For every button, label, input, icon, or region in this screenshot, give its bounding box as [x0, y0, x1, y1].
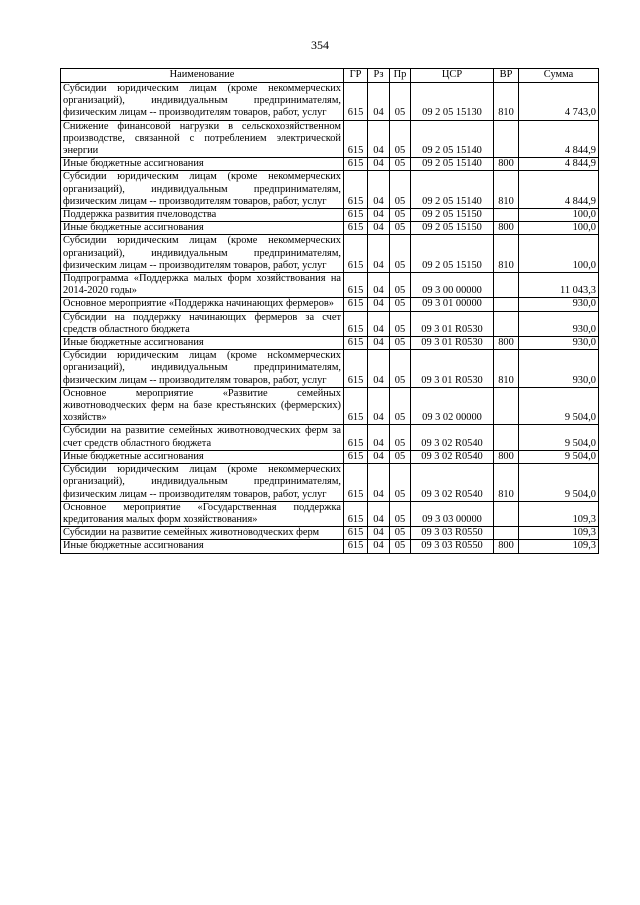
row-gr-cell: 615 [344, 209, 368, 222]
row-vr-cell [494, 209, 519, 222]
row-sum-cell: 4 844,9 [519, 158, 599, 171]
row-gr-cell: 615 [344, 337, 368, 350]
row-name-cell: Субсидии юридическим лицам (кроме нсkоммерческих организаций), индивидуальным предпринимателям, физическим лицам -- производителям товаров, работ, услуг [61, 350, 344, 388]
row-pr-cell: 05 [390, 311, 411, 336]
table-row [61, 235, 599, 273]
row-sum-cell: 9 504,0 [519, 387, 599, 425]
row-csr-cell: 09 3 01 R0530 [411, 311, 494, 336]
row-rz-cell: 04 [368, 350, 390, 388]
row-rz-cell: 04 [368, 83, 390, 121]
row-csr-cell: 09 3 01 00000 [411, 298, 494, 311]
table-row [61, 171, 599, 209]
row-gr-cell: 615 [344, 235, 368, 273]
row-pr-cell: 05 [390, 171, 411, 209]
row-pr-cell: 05 [390, 273, 411, 298]
row-csr-cell: 09 3 00 00000 [411, 273, 494, 298]
row-name-cell: Иные бюджетные ассигнования [61, 158, 344, 171]
row-pr-cell: 05 [390, 222, 411, 235]
row-rz-cell: 04 [368, 209, 390, 222]
row-name-cell: Основное мероприятие «Развитие семейных животноводческих ферм на базе крестьянских (фермерских) хозяйств» [61, 387, 344, 425]
row-sum-cell: 9 504,0 [519, 425, 599, 450]
table-row [61, 311, 599, 336]
row-sum-cell: 4 743,0 [519, 83, 599, 121]
row-vr-cell [494, 527, 519, 540]
row-sum-cell: 930,0 [519, 311, 599, 336]
row-csr-cell: 09 2 05 15130 [411, 83, 494, 121]
row-gr-cell: 615 [344, 298, 368, 311]
row-sum-cell: 11 043,3 [519, 273, 599, 298]
row-pr-cell: 05 [390, 464, 411, 502]
table-row [61, 158, 599, 171]
row-vr-cell [494, 387, 519, 425]
header-sum: Сумма [519, 69, 599, 83]
row-vr-cell: 800 [494, 158, 519, 171]
row-sum-cell: 109,3 [519, 527, 599, 540]
row-gr-cell: 615 [344, 83, 368, 121]
table-row [61, 222, 599, 235]
budget-table [60, 68, 599, 554]
row-csr-cell: 09 3 03 R0550 [411, 527, 494, 540]
row-pr-cell: 05 [390, 298, 411, 311]
row-rz-cell: 04 [368, 464, 390, 502]
row-vr-cell: 800 [494, 540, 519, 553]
row-name-cell: Иные бюджетные ассигнования [61, 222, 344, 235]
row-csr-cell: 09 3 02 R0540 [411, 464, 494, 502]
row-gr-cell: 615 [344, 273, 368, 298]
row-vr-cell: 800 [494, 450, 519, 463]
row-csr-cell: 09 2 05 15140 [411, 158, 494, 171]
row-name-cell: Подпрограмма «Поддержка малых форм хозяйствования на 2014-2020 годы» [61, 273, 344, 298]
row-gr-cell: 615 [344, 425, 368, 450]
page-number: 354 [311, 38, 329, 52]
row-sum-cell: 100,0 [519, 209, 599, 222]
row-rz-cell: 04 [368, 337, 390, 350]
row-vr-cell [494, 501, 519, 526]
row-pr-cell: 05 [390, 350, 411, 388]
table-row [61, 120, 599, 158]
row-name-cell: Иные бюджетные ассигнования [61, 337, 344, 350]
row-sum-cell: 930,0 [519, 350, 599, 388]
row-vr-cell [494, 298, 519, 311]
row-pr-cell: 05 [390, 235, 411, 273]
row-gr-cell: 615 [344, 387, 368, 425]
row-sum-cell: 100,0 [519, 235, 599, 273]
row-sum-cell: 9 504,0 [519, 450, 599, 463]
row-vr-cell [494, 425, 519, 450]
table-row [61, 273, 599, 298]
row-rz-cell: 04 [368, 273, 390, 298]
row-gr-cell: 615 [344, 540, 368, 553]
header-vr: ВР [494, 69, 519, 83]
row-rz-cell: 04 [368, 501, 390, 526]
row-name-cell: Субсидии на развитие семейных животноводческих ферм за счет средств областного бюджета [61, 425, 344, 450]
row-rz-cell: 04 [368, 450, 390, 463]
row-vr-cell [494, 273, 519, 298]
row-name-cell: Основное мероприятие «Поддержка начинающих фермеров» [61, 298, 344, 311]
row-pr-cell: 05 [390, 209, 411, 222]
table-row [61, 540, 599, 553]
row-pr-cell: 05 [390, 158, 411, 171]
row-sum-cell: 930,0 [519, 337, 599, 350]
row-rz-cell: 04 [368, 425, 390, 450]
row-rz-cell: 04 [368, 311, 390, 336]
row-rz-cell: 04 [368, 235, 390, 273]
header-name: Наименование [61, 69, 344, 83]
row-pr-cell: 05 [390, 337, 411, 350]
row-name-cell: Субсидии на развитие семейных животноводческих ферм [61, 527, 344, 540]
header-pr: Пр [390, 69, 411, 83]
row-name-cell: Субсидии на поддержку начинающих фермеров за счет средств областного бюджета [61, 311, 344, 336]
row-sum-cell: 4 844,9 [519, 171, 599, 209]
row-vr-cell: 810 [494, 235, 519, 273]
row-vr-cell: 810 [494, 83, 519, 121]
table-row [61, 387, 599, 425]
row-csr-cell: 09 2 05 15150 [411, 235, 494, 273]
row-rz-cell: 04 [368, 222, 390, 235]
table-row [61, 298, 599, 311]
row-gr-cell: 615 [344, 311, 368, 336]
table-row [61, 337, 599, 350]
row-csr-cell: 09 2 05 15150 [411, 209, 494, 222]
row-sum-cell: 100,0 [519, 222, 599, 235]
row-rz-cell: 04 [368, 298, 390, 311]
row-gr-cell: 615 [344, 158, 368, 171]
row-pr-cell: 05 [390, 387, 411, 425]
header-csr: ЦСР [411, 69, 494, 83]
table-row [61, 209, 599, 222]
table-row [61, 350, 599, 388]
header-gr: ГР [344, 69, 368, 83]
row-csr-cell: 09 3 01 R0530 [411, 350, 494, 388]
table-row [61, 450, 599, 463]
row-vr-cell: 810 [494, 171, 519, 209]
row-sum-cell: 9 504,0 [519, 464, 599, 502]
row-gr-cell: 615 [344, 450, 368, 463]
row-pr-cell: 05 [390, 120, 411, 158]
row-name-cell: Иные бюджетные ассигнования [61, 450, 344, 463]
row-vr-cell [494, 311, 519, 336]
row-gr-cell: 615 [344, 527, 368, 540]
row-sum-cell: 4 844,9 [519, 120, 599, 158]
row-pr-cell: 05 [390, 425, 411, 450]
row-csr-cell: 09 3 03 00000 [411, 501, 494, 526]
table-row [61, 501, 599, 526]
row-pr-cell: 05 [390, 450, 411, 463]
row-name-cell: Субсидии юридическим лицам (кроме некоммерческих организаций), индивидуальным предпринимателям, физическим лицам -- производителям товаров, работ, услуг [61, 235, 344, 273]
row-gr-cell: 615 [344, 350, 368, 388]
row-name-cell: Субсидии юридическим лицам (кроме некоммерческих организаций), индивидуальным предпринимателям, физическим лицам -- производителям товаров, работ, услуг [61, 464, 344, 502]
row-gr-cell: 615 [344, 120, 368, 158]
row-rz-cell: 04 [368, 387, 390, 425]
row-gr-cell: 615 [344, 501, 368, 526]
row-csr-cell: 09 2 05 15140 [411, 171, 494, 209]
row-pr-cell: 05 [390, 501, 411, 526]
row-name-cell: Субсидии юридическим лицам (кроме некоммерческих организаций), индивидуальным предпринимателям, физическим лицам -- производителям товаров, работ, услуг [61, 171, 344, 209]
table-row [61, 527, 599, 540]
row-gr-cell: 615 [344, 171, 368, 209]
row-sum-cell: 930,0 [519, 298, 599, 311]
row-pr-cell: 05 [390, 527, 411, 540]
row-name-cell: Иные бюджетные ассигнования [61, 540, 344, 553]
row-gr-cell: 615 [344, 464, 368, 502]
table-header-row [61, 69, 599, 83]
row-vr-cell: 810 [494, 464, 519, 502]
row-rz-cell: 04 [368, 527, 390, 540]
row-rz-cell: 04 [368, 171, 390, 209]
row-csr-cell: 09 3 02 00000 [411, 387, 494, 425]
row-name-cell: Субсидии юридическим лицам (кроме некоммерческих организаций), индивидуальным предпринимателям, физическим лицам -- производителям товаров, работ, услуг [61, 83, 344, 121]
table-row [61, 464, 599, 502]
row-rz-cell: 04 [368, 158, 390, 171]
row-csr-cell: 09 2 05 15140 [411, 120, 494, 158]
header-rz: Рз [368, 69, 390, 83]
row-csr-cell: 09 2 05 15150 [411, 222, 494, 235]
row-vr-cell: 800 [494, 222, 519, 235]
row-vr-cell [494, 120, 519, 158]
row-csr-cell: 09 3 03 R0550 [411, 540, 494, 553]
row-gr-cell: 615 [344, 222, 368, 235]
row-rz-cell: 04 [368, 120, 390, 158]
row-sum-cell: 109,3 [519, 540, 599, 553]
row-csr-cell: 09 3 01 R0530 [411, 337, 494, 350]
row-vr-cell: 800 [494, 337, 519, 350]
row-name-cell: Снижение финансовой нагрузки в сельскохозяйственном производстве, связанной с потреблением электрической энергии [61, 120, 344, 158]
row-sum-cell: 109,3 [519, 501, 599, 526]
row-csr-cell: 09 3 02 R0540 [411, 425, 494, 450]
table-row [61, 83, 599, 121]
table-row [61, 425, 599, 450]
row-csr-cell: 09 3 02 R0540 [411, 450, 494, 463]
row-name-cell: Поддержка развития пчеловодства [61, 209, 344, 222]
row-vr-cell: 810 [494, 350, 519, 388]
row-pr-cell: 05 [390, 83, 411, 121]
row-name-cell: Основное мероприятие «Государственная поддержка кредитования малых форм хозяйствования» [61, 501, 344, 526]
row-pr-cell: 05 [390, 540, 411, 553]
row-rz-cell: 04 [368, 540, 390, 553]
